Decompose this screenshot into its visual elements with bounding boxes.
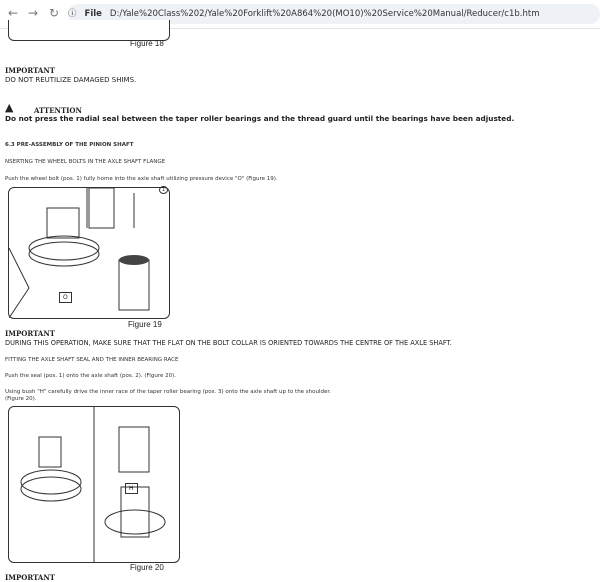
warning-icon: ▲ [5,101,14,114]
file-label: File [84,9,102,19]
figure-18-image [8,20,170,41]
important-title: IMPORTANT [5,329,55,338]
label-o: O [59,292,72,303]
figure-19-image [8,187,170,319]
figure-20-image [8,406,180,563]
subheading-wheel-bolts: NSERTING THE WHEEL BOLTS IN THE AXLE SHAFT FLANGE [5,159,166,165]
back-icon[interactable]: ← [8,6,19,20]
figure-19-drawing [9,188,169,318]
figure-20-caption: Figure 20 [130,563,164,572]
paragraph: Push the seal (pos. 1) onto the axle shaft (pos. 2). (Figure 20). [5,373,176,379]
info-icon[interactable]: ⓘ [68,9,77,19]
url-text[interactable]: D:/Yale%20Class%202/Yale%20Forklift%20A864%20(MO10)%20Service%20Manual/Reducer/c1b.htm [109,9,540,19]
reload-icon[interactable]: ↻ [49,6,60,20]
figure-20-drawing [9,407,179,562]
attention-text: Do not press the radial seal between the taper roller bearings and the thread guard until the bearings have been adjusted. [5,114,515,123]
section-heading: 6.3 PRE-ASSEMBLY OF THE PINION SHAFT [5,142,134,148]
figure-19-caption: Figure 19 [128,320,162,329]
callout-1: 1 [159,186,168,194]
important-text: DO NOT REUTILIZE DAMAGED SHIMS. [5,76,137,84]
important-text: DURING THIS OPERATION, MAKE SURE THAT THE FLAT ON THE BOLT COLLAR IS ORIENTED TOWARDS THE CENTRE OF THE AXLE SHAFT. [5,339,452,347]
important-title: IMPORTANT [5,573,55,582]
label-h: H [125,483,138,494]
paragraph: Using bush "H" carefully drive the inner race of the taper roller bearing (pos. 3) onto the axle shaft up to the shoulder. [5,389,331,395]
subheading-axle-seal: FITTING THE AXLE SHAFT SEAL AND THE INNER BEARING RACE [5,357,179,363]
paragraph: Push the wheel bolt (pos. 1) fully home into the axle shaft utilizing pressure device "O" (Figure 19). [5,176,278,182]
attention-title: ATTENTION [34,106,82,115]
important-title: IMPORTANT [5,66,55,75]
forward-icon[interactable]: → [28,6,39,20]
paragraph: (Figure 20). [5,396,37,402]
figure-18-caption: Figure 18 [130,39,164,48]
